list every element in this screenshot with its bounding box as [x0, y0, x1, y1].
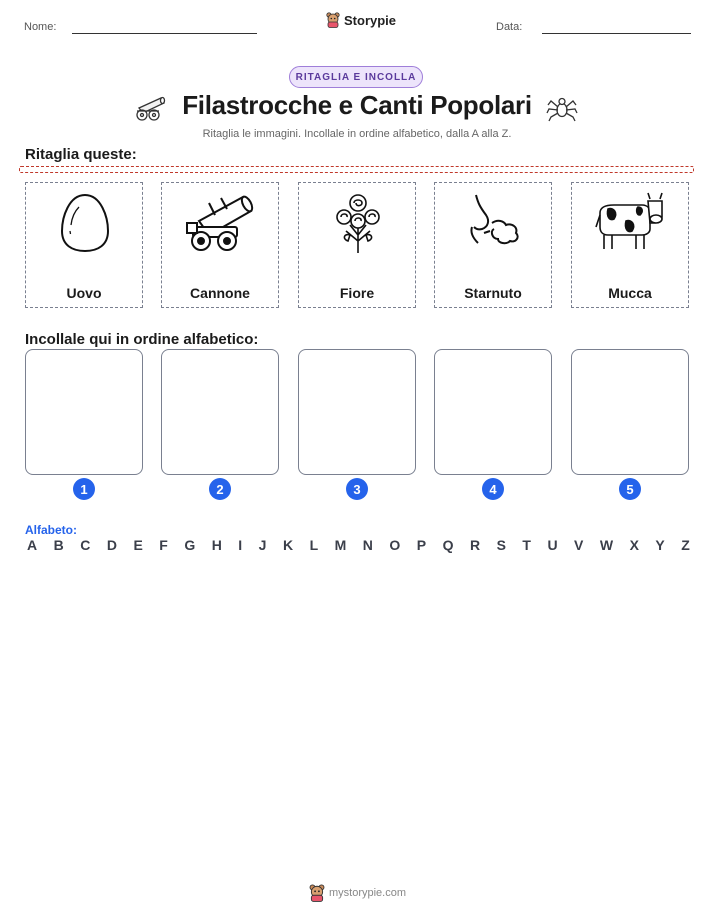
spider-icon	[546, 92, 578, 122]
name-line[interactable]	[72, 33, 257, 34]
brand-name: Storypie	[344, 12, 397, 28]
card-label: Mucca	[608, 285, 652, 301]
slot-number: 1	[73, 478, 95, 500]
bear-icon	[309, 884, 325, 902]
alphabet-letter: A	[27, 537, 38, 553]
egg-icon	[55, 191, 115, 255]
paste-slot-5[interactable]	[571, 349, 689, 475]
card-label: Uovo	[66, 285, 102, 301]
footer	[309, 884, 406, 902]
flower-icon	[328, 191, 388, 255]
alphabet-letter: B	[53, 537, 64, 553]
sneeze-icon	[464, 191, 524, 255]
cut-card-flower[interactable]	[298, 182, 416, 308]
slot-number: 5	[619, 478, 641, 500]
alphabet-letter: R	[469, 537, 481, 553]
date-label: Data:	[496, 21, 523, 33]
alphabet-letter: Z	[681, 537, 690, 553]
instructions: Ritaglia le immagini. Incollale in ordine alfabetico, dalla A alla Z.	[202, 128, 512, 140]
alphabet-letter: T	[522, 537, 531, 553]
alphabet-letter: C	[80, 537, 91, 553]
cow-icon	[594, 191, 666, 255]
alphabet-letter: L	[309, 537, 319, 553]
cut-section-title: Ritaglia queste:	[25, 146, 137, 163]
alphabet-letter: N	[362, 537, 373, 553]
date-line[interactable]	[542, 33, 691, 34]
slot-number: 4	[482, 478, 504, 500]
page-title: Filastrocche e Canti Popolari	[182, 90, 532, 120]
name-label: Nome:	[24, 21, 57, 33]
alphabet-letter: J	[258, 537, 267, 553]
slot-number: 3	[346, 478, 368, 500]
paste-slot-1[interactable]	[25, 349, 143, 475]
cut-line	[19, 166, 694, 173]
card-label: Cannone	[190, 285, 250, 301]
card-label: Starnuto	[464, 285, 522, 301]
alphabet-row	[27, 537, 690, 553]
brand-logo	[326, 12, 396, 28]
bear-icon	[326, 12, 340, 28]
alphabet-letter: O	[389, 537, 401, 553]
cut-card-cannon[interactable]	[161, 182, 279, 308]
alphabet-letter: Y	[655, 537, 665, 553]
slot-number: 2	[209, 478, 231, 500]
cannon-icon	[185, 191, 257, 255]
cut-card-egg[interactable]	[25, 182, 143, 308]
alphabet-letter: W	[599, 537, 614, 553]
paste-slot-2[interactable]	[161, 349, 279, 475]
alphabet-letter: M	[334, 537, 347, 553]
alphabet-letter: K	[282, 537, 294, 553]
footer-url: mystorypie.com	[329, 887, 407, 899]
alphabet-letter: S	[496, 537, 506, 553]
cut-card-cow[interactable]	[571, 182, 689, 308]
cut-card-sneeze[interactable]	[434, 182, 552, 308]
alphabet-letter: X	[629, 537, 639, 553]
card-label: Fiore	[339, 285, 375, 301]
alphabet-letter: H	[211, 537, 222, 553]
alphabet-letter: E	[133, 537, 143, 553]
alphabet-letter: Q	[442, 537, 454, 553]
alphabet-letter: G	[184, 537, 196, 553]
paste-section-title: Incollale qui in ordine alfabetico:	[25, 331, 259, 348]
paste-slot-3[interactable]	[298, 349, 416, 475]
paste-slot-4[interactable]	[434, 349, 552, 475]
alphabet-letter: P	[416, 537, 427, 553]
alphabet-letter: U	[547, 537, 558, 553]
alphabet-title: Alfabeto:	[25, 523, 77, 537]
alphabet-letter: F	[159, 537, 168, 553]
activity-badge: RITAGLIA E INCOLLA	[289, 66, 423, 88]
alphabet-letter: I	[238, 537, 243, 553]
alphabet-letter: V	[574, 537, 584, 553]
alphabet-letter: D	[106, 537, 117, 553]
